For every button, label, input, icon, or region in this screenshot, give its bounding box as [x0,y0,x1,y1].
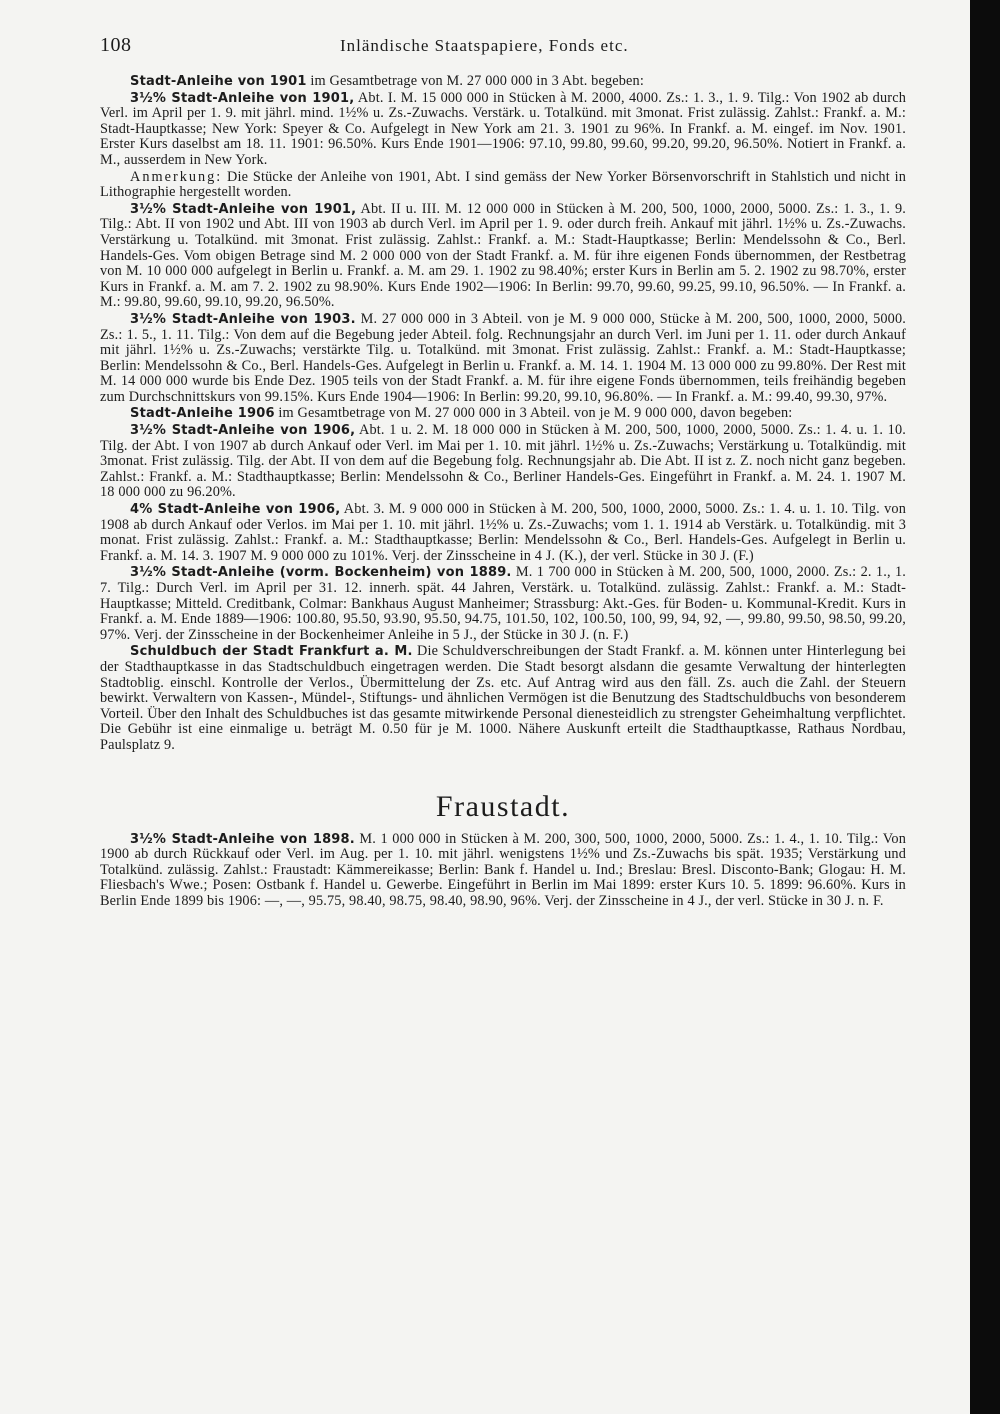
paragraph-anleihe-1906-total [100,406,906,422]
entry-heading: Stadt-Anleihe 1906 [130,406,275,422]
entry-text: Abt. II u. III. M. 12 000 000 in Stücken à M. 200, 500, 1000, 2000, 5000. Zs.: 1. 3., 1. 9. Tilg.: Abt. II von 1902 und Abt. III von 1903 ab durch Verl. im April per 1. 9. oder durch freih. Ankauf mit jährl. 1½% u. Zs.-Zuwachs. Verstärkung u. Totalkünd. mit 3monat. Frist zulässig. Zahlst.: Frankf. a. M.: Stadt-Hauptkasse; Berlin: Mendelssohn & Co., Berl. Handels-Ges. Vom obigen Betrage sind M. 2 000 000 von der Stadt Frankf. a. M. für ihre eigenen Fonds übernommen, der Restbetrag von M. 10 000 000 aufgelegt in Berlin u. Frankf. a. M. am 29. 1. 1902 zu 98.40%; erster Kurs in Berlin am 5. 2. 1902 zu 98.70%, erster Kurs in Frankf. a. M. am 7. 2. 1902 zu 98.90%. Kurs Ende 1902—1906: In Berlin: 99.70, 99.60, 99.25, 99.10, 96.50%. — In Frankf. a. M.: 99.80, 99.60, 99.10, 99.20, 96.50%. [100,200,907,311]
entry-text: M. 27 000 000 in 3 Abteil. von je M. 9 000 000, Stücke à M. 200, 500, 1000, 2000, 5000. Zs.: 1. 5., 1. 11. Tilg.: Von dem auf die Begebung jeder Abteil. folg. Rechnungsjahr an durch Verl. im Juni per 1. 11. oder durch Ankauf mit jährl. 1½% u. Zs.-Zuwachs; verstärkte Tilg. u. Totalkünd. mit 3monat. Frist zulässig. Zahlst.: Frankf. a. M.: Stadt-Hauptkasse; Berlin: Mendelssohn & Co., Berl. Handels-Ges. Aufgelegt in Berlin u. Frankf. a. M. 14. 1. 1904 M. 13 000 000 zu 99.80%. Der Rest mit M. 14 000 000 wurde bis Ende Dez. 1905 teils von der Stadt Frankf. a. M. für ihre eigene Fonds übernommen, teils freihändig begeben zum Durchschnittskurs von 99.15%. Kurs Ende 1904—1906: In Berlin: 99.20, 99.10, 96.80%. — In Frankf. a. M.: 99.40, 99.30, 97%. [100,310,906,405]
entry-heading: 3½% Stadt-Anleihe von 1906, [130,423,356,439]
entry-heading: Stadt-Anleihe von 1901 [130,74,307,89]
entry-text: im Gesamtbetrage von M. 27 000 000 in 3 Abt. begeben: [306,73,644,89]
paragraph-schuldbuch [100,644,906,753]
entry-heading: 3½% Stadt-Anleihe von 1898. [130,831,355,847]
running-title: Inländische Staatspapiere, Fonds etc. [340,36,629,55]
page-number: 108 [100,34,132,56]
entry-text: Die Stücke der Anleihe von 1901, Abt. I sind gemäss der New Yorker Börsenvorschrift in Stahlstich und nicht in Lithographie hergestellt worden. [100,168,906,201]
entry-heading: 3½% Stadt-Anleihe (vorm. Bockenheim) von 1889. [130,565,512,581]
entry-text: im Gesamtbetrage von M. 27 000 000 in 3 Abteil. von je M. 9 000 000, davon begeben: [274,405,793,422]
entry-heading: Schuldbuch der Stadt Frankfurt a. M. [130,644,413,660]
paragraph-anleihe-1901-abt2-3 [100,202,906,311]
entry-heading: 3½% Stadt-Anleihe von 1901, [130,201,357,217]
entry-heading: 3½% Stadt-Anleihe von 1901, [130,90,355,106]
paragraph-anleihe-1901-total [100,74,906,90]
note-label: Anmerkung: [130,168,223,185]
entry-heading: 3½% Stadt-Anleihe von 1903. [130,311,356,327]
entry-text: Abt. 1 u. 2. M. 18 000 000 in Stücken à M. 200, 500, 1000, 2000, 5000. Zs.: 1. 4. u. 1. 10. Tilg. der Abt. I von 1907 ab durch Ankauf oder Verl. im Mai per 1. 10. mit jährl. 1½% u. Zs.-Zuwachs; Verstärkung u. Totalkündig. mit 3monat. Frist zulässig. Tilg. der Abt. II von dem auf die Begebung folg. Rechnungsjahr ab. Die Abt. II ist z. Z. noch nicht ganz begeben. Zahlst.: Frankf. a. M.: Stadthauptkasse; Berlin: Mendelssohn & Co., Berliner Handels-Ges. Eingeführt in Frankf. a. M. 24. 1. 1907 M. 18 000 000 zu 96.20%. [100,422,907,501]
paragraph-anleihe-bockenheim [100,565,906,643]
paragraph-anmerkung [100,170,906,201]
paragraph-anleihe-1903 [100,312,906,406]
entry-text: M. 1 700 000 in Stücken à M. 200, 500, 1000, 2000. Zs.: 2. 1., 1. 7. Tilg.: Durch Verl. im April per 31. 12. innerh. spät. 44 Jahren, Verstärk. u. Totalkünd. zulässig. Zahlst.: Frankf. a. M.: Stadt-Hauptkasse; Mitteld. Creditbank, Colmar: Bankhaus August Manheimer; Strassburg: Akt.-Ges. für Boden- u. Kommunal-Kredit. Kurs in Frankf. a. M. Ende 1889—1906: 100.80, 95.50, 93.90, 95.50, 94.75, 101.50, 102, 100.50, 100, 99, 94, 92, —, 99.80, 99.50, 98.50, 99.20, 97%. Verj. der Zinsscheine in der Bockenheimer Anleihe in 5 J., der Stücke in 30 J. (n. F.) [100,564,906,643]
entry-text: Abt. I. M. 15 000 000 in Stücken à M. 2000, 4000. Zs.: 1. 3., 1. 9. Tilg.: Von 1902 ab durch Verl. im April per 1. 9. mit jährl. mind. 1½% u. Zs.-Zuwachs. Verstärk. u. Totalkünd. mit 3monat. Frist zulässig. Zahlst.: Frankf. a. M.: Stadt-Hauptkasse; New York: Speyer & Co. Aufgelegt in New York am 21. 3. 1901 zu 96%. In Frankf. a. M. eingef. im Nov. 1901. Erster Kurs daselbst am 18. 11. 1901: 96.50%. Kurs Ende 1901—1906: 97.10, 99.80, 99.60, 99.20, 99.20, 96.50%. Notiert in Frankf. a. M., ausserdem in New York. [100,89,906,168]
paragraph-fraustadt-anleihe-1898 [100,832,906,910]
paragraph-anleihe-1906-abt3 [100,502,906,564]
entry-text: Die Schuldverschreibungen der Stadt Frankf. a. M. können unter Hinterlegung bei der Stadthauptkasse in das Stadtschuldbuch eingetragen werden. Die Stadt besorgt alsdann die gesamte Verwaltung der hinterlegten Stadtoblig. einschl. Kontrolle der Verlos., Übermittelung der Zs. etc. Auf Antrag wird aus den fäll. Zs. auch die Zahl. der Steuern bewirkt. Verwaltern von Kassen-, Mündel-, Stiftungs- und ähnlichen Vermögen ist die Benutzung des Stadtschuldbuchs von besonderem Vorteil. Über den Inhalt des Schuldbuches ist das gesamte mitwirkende Personal dienesteidlich zu strengster Geheimhaltung verpflichtet. Die Gebühr ist eine einmalige u. beträgt M. 0.50 für je M. 1000. Nähere Auskunft erteilt die Stadthauptkasse, Rathaus Nordbau, Paulsplatz 9. [100,643,906,753]
text-column [100,74,906,910]
entry-text: Abt. 3. M. 9 000 000 in Stücken à M. 200, 500, 1000, 2000, 5000. Zs.: 1. 4. u. 1. 10. Tilg. von 1908 ab durch Ankauf oder Verlos. im Mai per 1. 10. mit jährl. 1½% u. Zs.-Zuwachs; vom 1. 1. 1914 ab Verstärk. u. Totalkündig. mit 3 monat. Frist zulässig. Zahlst.: Frankf. a. M.: Stadthauptkasse; Berlin: Mendelssohn & Co., Berl. Handels-Ges. Aufgelegt in Berlin u. Frankf. a. M. 14. 3. 1907 M. 9 000 000 zu 101%. Verj. der Zinsscheine in 4 J. (K.), der verl. Stücke in 30 J. (F.) [100,501,906,564]
entry-heading: 4% Stadt-Anleihe von 1906, [130,502,341,518]
entry-text: M. 1 000 000 in Stücken à M. 200, 300, 500, 1000, 2000, 5000. Zs.: 1. 4., 1. 10. Tilg.: Von 1900 ab durch Rückkauf oder Verl. im Aug. per 1. 10. mit jährl. wenigstens 1½% und Zs.-Zuwachs bis spät. 1935; Verstärkung und Totalkünd. zulässig. Zahlst.: Fraustadt: Kämmereikasse; Berlin: Bank f. Handel u. Ind.; Breslau: Bresl. Disconto-Bank; Glogau: H. M. Fliesbach's Wwe.; Posen: Ostbank f. Handel u. Gewerbe. Eingeführt in Berlin im Mai 1899: erster Kurs 10. 5. 1899: 96.60%. Kurs in Berlin Ende 1899 bis 1906: —, —, 95.75, 98.40, 98.75, 98.40, 98.90, 96%. Verj. der Zinsscheine in 4 J., der verl. Stücke in 30 J. n. F. [100,830,906,909]
paragraph-anleihe-1906-abt1-2 [100,423,906,501]
section-title-fraustadt: Fraustadt. [435,789,571,823]
paragraph-anleihe-1901-abt1 [100,91,906,169]
